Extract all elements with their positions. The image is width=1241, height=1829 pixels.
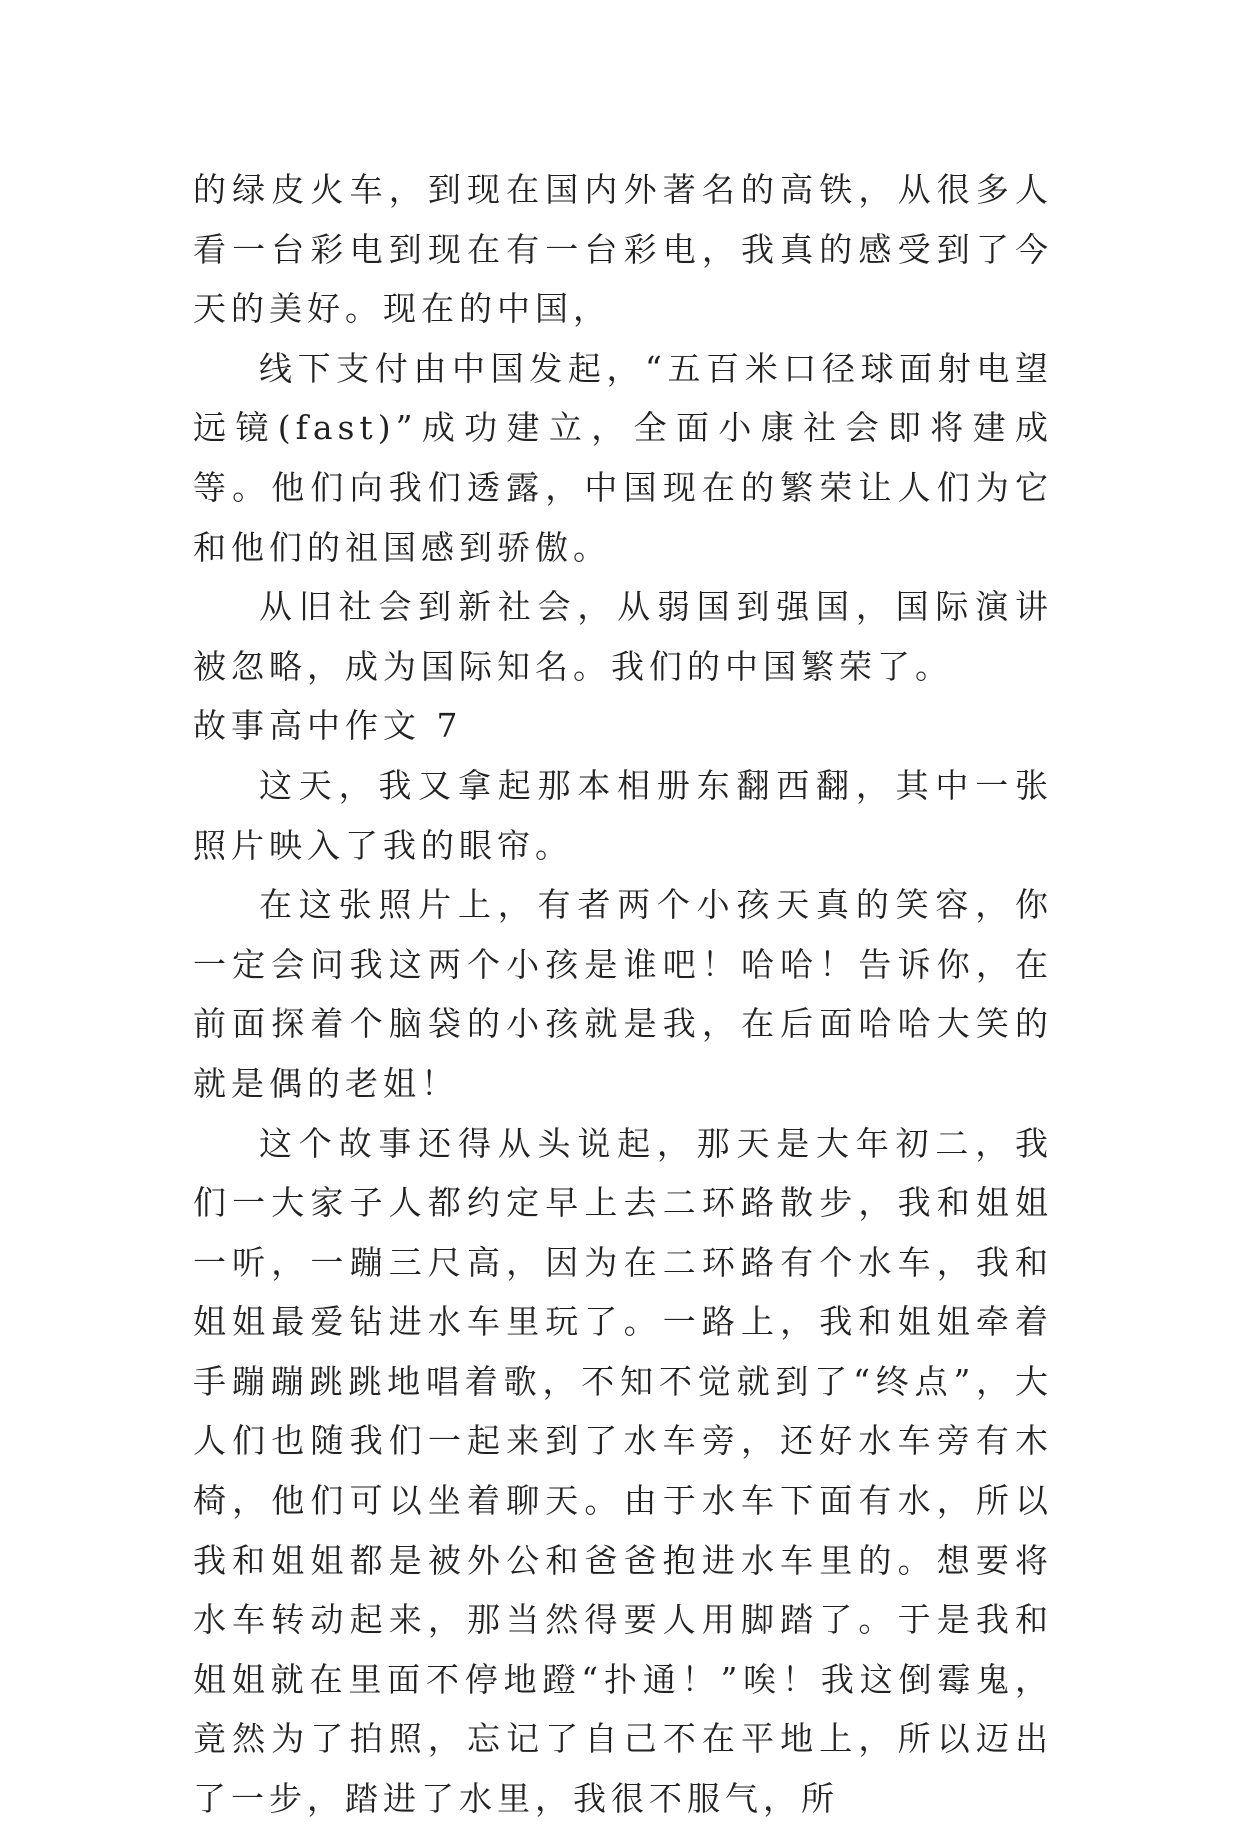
- paragraph-water-wheel-story: 这个故事还得从头说起，那天是大年初二，我们一大家子人都约定早上去二环路散步，我和姐姐一听，一蹦三尺高，因为在二环路有个水车，我和姐姐最爱钻进水车里玩了。一路上，我和姐姐牵着手蹦蹦跳跳地唱着歌，不知不觉就到了“终点”，大人们也随我们一起来到了水车旁，还好水车旁有木椅，他们可以坐着聊天。由于水车下面有水，所以我和姐姐都是被外公和爸爸抱进水车里的。想要将水车转动起来，那当然得要人用脚踏了。于是我和姐姐就在里面不停地蹬“扑通！”唉！我这倒霉鬼，竟然为了拍照，忘记了自己不在平地上，所以迈出了一步，踏进了水里，我很不服气，所: [193, 1123, 1053, 1819]
- paragraph-fast-telescope: 线下支付由中国发起，“五百米口径球面射电望远镜(fast)”成功建立，全面小康社会即将建成等。他们向我们透露，中国现在的繁荣让人们为它和他们的祖国感到骄傲。: [193, 348, 1053, 567]
- section-heading: 故事高中作文 7: [193, 706, 463, 746]
- paragraph-photo-album: 这天，我又拿起那本相册东翻西翻，其中一张照片映入了我的眼帘。: [193, 765, 1053, 865]
- document-body: [193, 160, 1053, 1829]
- paragraph-old-to-new-society: 从旧社会到新社会，从弱国到强国，国际演讲被忽略，成为国际知名。我们的中国繁荣了。: [193, 587, 1053, 686]
- paragraph-continuation: 的绿皮火车，到现在国内外著名的高铁，从很多人看一台彩电到现在有一台彩电，我真的感受到了今天的美好。现在的中国，: [193, 170, 1053, 329]
- paragraph-two-children: 在这张照片上，有者两个小孩天真的笑容，你一定会问我这两个小孩是谁吧！哈哈！告诉你，在前面探着个脑袋的小孩就是我，在后面哈哈大笑的就是偶的老姐！: [193, 885, 1053, 1103]
